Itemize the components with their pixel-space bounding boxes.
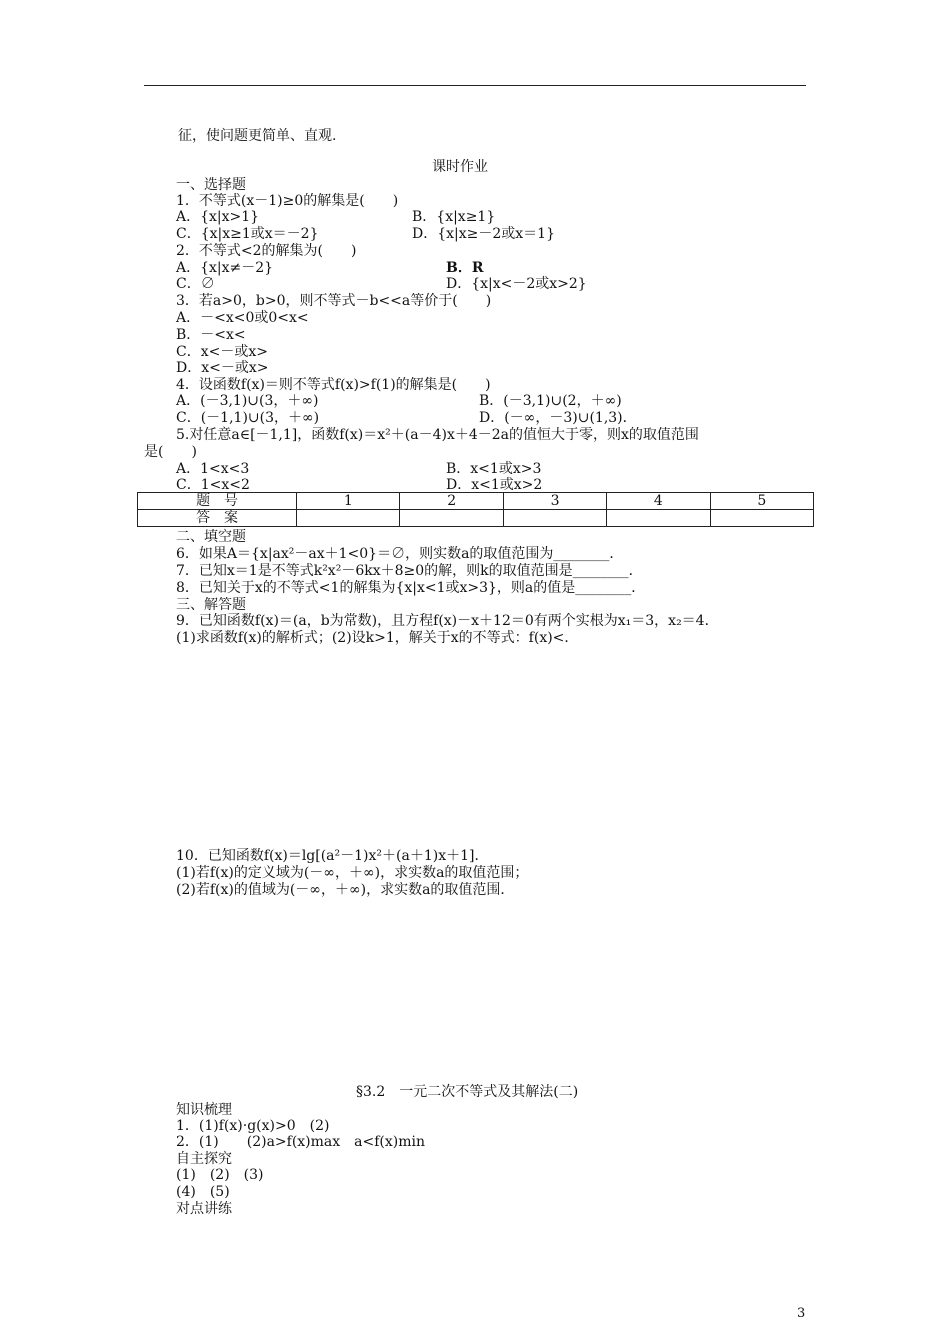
self-study-heading: 自主探究 xyxy=(176,1151,232,1167)
page-number: 3 xyxy=(797,1306,806,1321)
section-solve: 三、解答题 xyxy=(176,597,246,613)
q5-option-d: D．x<1或x>2 xyxy=(446,477,543,493)
q7: 7．已知x＝1是不等式k²x²－6kx＋8≥0的解，则k的取值范围是________． xyxy=(176,563,643,579)
q1-option-d: D．{x|x≥－2或x＝1} xyxy=(412,226,555,242)
q9-line1: 9．已知函数f(x)＝(a，b为常数)，且方程f(x)－x＋12＝0有两个实根为x₁＝3，x₂＝4． xyxy=(176,613,719,629)
answer-cell[interactable] xyxy=(503,510,606,527)
q1-option-b: B．{x|x≥1} xyxy=(412,209,496,225)
lead-text: 征，使问题更简单、直观. xyxy=(178,128,337,144)
q2-option-c: C．∅ xyxy=(176,276,215,292)
q10-line3: (2)若f(x)的值域为(－∞，＋∞)，求实数a的取值范围． xyxy=(176,882,515,898)
q4-option-a: A．(－3,1)∪(3，＋∞) xyxy=(176,393,319,409)
q1-option-c: C．{x|x≥1或x＝－2} xyxy=(176,226,319,242)
q10-line2: (1)若f(x)的定义域为(－∞，＋∞)，求实数a的取值范围； xyxy=(176,865,529,881)
q5-option-b: B．x<1或x>3 xyxy=(446,461,542,477)
q4-option-d: D．(－∞，－3)∪(1,3)． xyxy=(479,410,637,426)
table-label-answer: 答 案 xyxy=(138,510,297,527)
table-row xyxy=(138,510,814,527)
answer-cell[interactable] xyxy=(400,510,503,527)
table-row xyxy=(138,493,814,510)
q4-option-b: B．(－3,1)∪(2，＋∞) xyxy=(479,393,622,409)
q3-option-a: A．－<x<0或0<x< xyxy=(176,310,309,326)
q10-line1: 10．已知函数f(x)＝lg[(a²－1)x²＋(a＋1)x＋1]． xyxy=(176,848,489,864)
q6: 6．如果A＝{x|ax²－ax＋1<0}＝∅，则实数a的取值范围为________． xyxy=(176,546,624,562)
table-header-cell: 1 xyxy=(297,493,400,510)
answer-cell[interactable] xyxy=(297,510,400,527)
q3-stem: 3．若a>0，b>0，则不等式－b<<a等价于( ) xyxy=(176,293,492,309)
knowledge-item-2: 2．(1) (2)a>f(x)max a<f(x)min xyxy=(176,1134,426,1150)
answer-table xyxy=(137,492,814,527)
answer-cell[interactable] xyxy=(710,510,813,527)
q5-option-a: A．1<x<3 xyxy=(176,461,250,477)
header-rule xyxy=(144,85,806,86)
knowledge-heading: 知识梳理 xyxy=(176,1102,232,1118)
practice-heading: 对点讲练 xyxy=(176,1201,232,1217)
section-fill: 二、填空题 xyxy=(176,529,246,545)
q1-option-a: A．{x|x>1} xyxy=(176,209,260,225)
table-label-number: 题 号 xyxy=(138,493,297,510)
answer-section-title: §3.2 一元二次不等式及其解法(二) xyxy=(356,1084,579,1100)
q3-option-d: D．x<－或x> xyxy=(176,360,269,376)
q2-stem: 2．不等式<2的解集为( ) xyxy=(176,243,357,259)
table-header-cell: 5 xyxy=(710,493,813,510)
section-choice: 一、选择题 xyxy=(176,177,246,193)
homework-title: 课时作业 xyxy=(432,159,488,175)
answer-cell[interactable] xyxy=(607,510,710,527)
q2-option-a: A．{x|x≠－2} xyxy=(176,260,274,276)
q4-option-c: C．(－1,1)∪(3，＋∞) xyxy=(176,410,320,426)
q3-option-b: B．－<x< xyxy=(176,327,246,343)
self-study-items-1: (1) (2) (3) xyxy=(176,1167,264,1183)
q5-stem-cont: 是( ) xyxy=(144,444,197,460)
q2-option-d: D．{x|x<－2或x>2} xyxy=(446,276,587,292)
q1-stem: 1．不等式(x－1)≥0的解集是( ) xyxy=(176,193,399,209)
table-header-cell: 2 xyxy=(400,493,503,510)
q5-option-c: C．1<x<2 xyxy=(176,477,250,493)
q8: 8．已知关于x的不等式<1的解集为{x|x<1或x>3}，则a的值是________． xyxy=(176,580,646,596)
knowledge-item-1: 1．(1)f(x)·g(x)>0 (2) xyxy=(176,1118,330,1134)
self-study-items-2: (4) (5) xyxy=(176,1184,230,1200)
q5-stem: 5.对任意a∈[－1,1]，函数f(x)＝x²＋(a－4)x＋4－2a的值恒大于零，则x的取值范围 xyxy=(176,427,699,443)
q2-option-b: B．R xyxy=(446,260,484,276)
q9-line2: (1)求函数f(x)的解析式；(2)设k>1，解关于x的不等式：f(x)<． xyxy=(176,630,579,646)
table-header-cell: 4 xyxy=(607,493,710,510)
table-header-cell: 3 xyxy=(503,493,606,510)
q4-stem: 4．设函数f(x)＝则不等式f(x)>f(1)的解集是( ) xyxy=(176,377,491,393)
q3-option-c: C．x<－或x> xyxy=(176,344,268,360)
